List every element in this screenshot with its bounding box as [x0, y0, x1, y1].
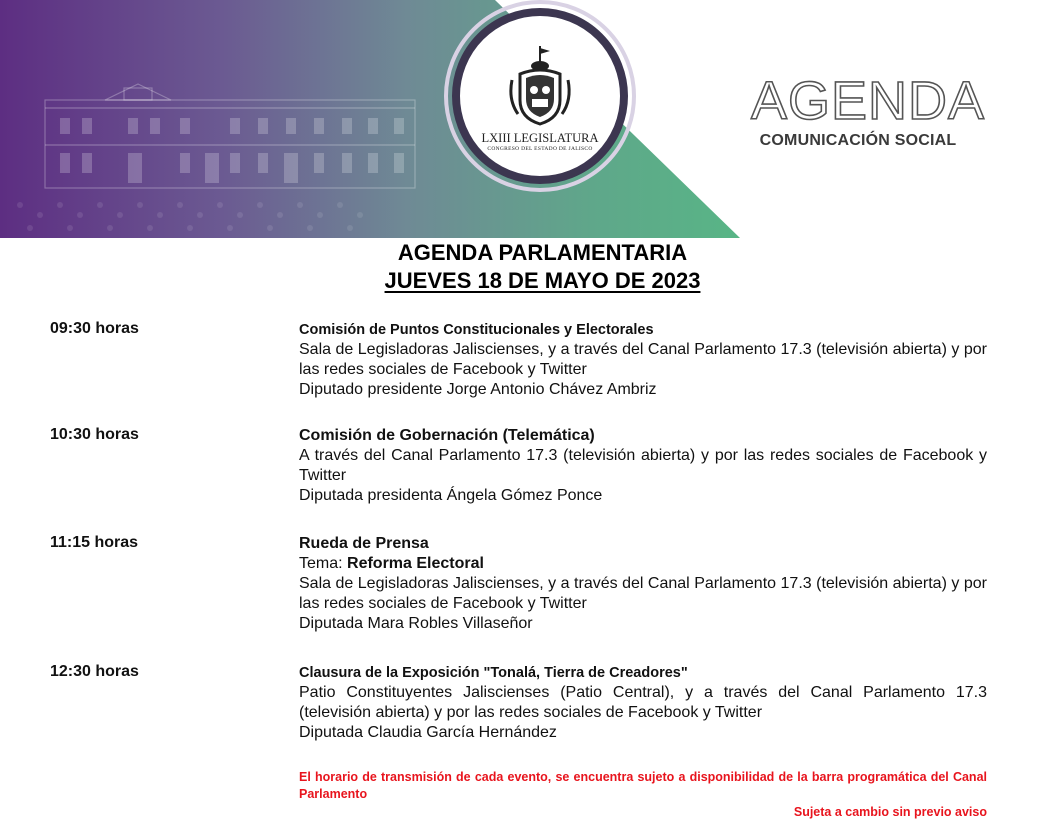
- event-time: 11:15 horas: [50, 534, 139, 551]
- logo-legislature-name: LXIII LEGISLATURA: [481, 131, 599, 145]
- agenda-logo-word: AGENDA: [750, 71, 986, 131]
- event-time: 10:30 horas: [50, 426, 139, 443]
- event-time: 12:30 horas: [50, 663, 139, 680]
- event-presider: Diputada presidenta Ángela Gómez Ponce: [299, 487, 603, 504]
- logo-congress-name: CONGRESO DEL ESTADO DE JALISCO: [487, 146, 593, 152]
- event-location: Sala de Legisladoras Jaliscienses, y a través del Canal Parlamento 17.3 (televisión abierta) y por las redes sociales de Facebook y Twitter: [299, 575, 987, 612]
- event-name: Clausura de la Exposición "Tonalá, Tierra de Creadores": [299, 665, 688, 681]
- event-name: Rueda de Prensa: [299, 535, 429, 552]
- event-name: Comisión de Puntos Constitucionales y Electorales: [299, 322, 654, 338]
- event-presider: Diputada Mara Robles Villaseñor: [299, 615, 533, 632]
- coat-of-arms-icon: [506, 44, 574, 130]
- event-topic-value: Reforma Electoral: [347, 555, 484, 572]
- event-location: Sala de Legisladoras Jaliscienses, y a través del Canal Parlamento 17.3 (televisión abierta) y por las redes sociales de Facebook y Twitter: [299, 341, 987, 378]
- event-name: Comisión de Gobernación (Telemática): [299, 427, 595, 444]
- broadcast-notice: El horario de transmisión de cada evento, se encuentra sujeto a disponibilidad de la barra programática del Canal Parlamento: [299, 770, 987, 801]
- event-time: 09:30 horas: [50, 320, 139, 337]
- event-presider: Diputada Claudia García Hernández: [299, 724, 557, 741]
- event-location: Patio Constituyentes Jaliscienses (Patio Central), y a través del Canal Parlamento 17.3 (televisión abierta) y por las redes sociales de Facebook y Twitter: [299, 684, 987, 721]
- event-presider: Diputado presidente Jorge Antonio Chávez Ambriz: [299, 381, 657, 398]
- event-details: [299, 534, 987, 634]
- event-details: [299, 663, 987, 743]
- event-topic: [299, 554, 987, 574]
- event-details: [299, 320, 987, 400]
- event-location: A través del Canal Parlamento 17.3 (televisión abierta) y por las redes sociales de Facebook y Twitter: [299, 447, 987, 484]
- page-title: AGENDA PARLAMENTARIA: [397, 240, 688, 265]
- event-topic-label: Tema:: [299, 555, 348, 572]
- event-details: [299, 426, 987, 506]
- agenda-logo-subtitle: COMUNICACIÓN SOCIAL: [759, 132, 957, 149]
- page-date: JUEVES 18 DE MAYO DE 2023: [384, 268, 701, 293]
- change-notice: Sujeta a cambio sin previo aviso: [793, 805, 987, 819]
